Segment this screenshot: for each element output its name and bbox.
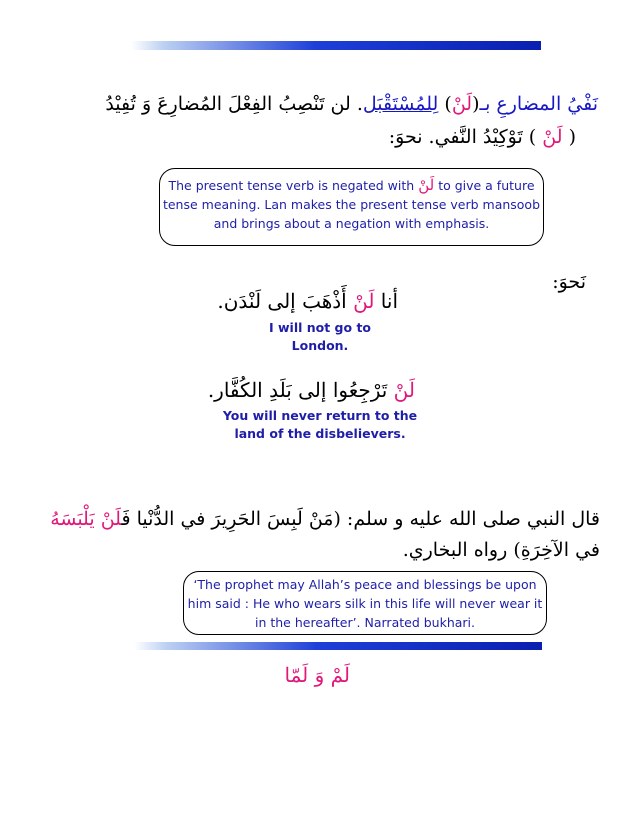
hadith-pre: قال النبي صلى الله عليه و سلم: (مَنْ لَبِسَ الحَرِيرَ في الدُّنْيا فَ bbox=[121, 508, 600, 530]
example-2-post: تَرْجِعُوا إلى بَلَدِ الكُفَّار. bbox=[207, 378, 394, 402]
intro2-text: تَوْكِيْدُ النَّفي. نحوَ: bbox=[388, 126, 529, 148]
hadith-translation: ‘The prophet may Allah’s peace and blessings be upon him said : He who wears silk in this life will never wear it in the hereafter’. Narrated bukhari. bbox=[187, 577, 543, 630]
top-decorative-bar bbox=[131, 41, 541, 50]
example-1-translation: I will not go to London. bbox=[268, 320, 372, 353]
intro-rule: . لن تَنْصِبُ الفِعْلَ المُضارِعَ وَ تُفِيْدُ bbox=[105, 93, 363, 115]
explanation-box bbox=[159, 168, 544, 246]
example-1-arabic bbox=[217, 291, 398, 311]
example-2-arabic bbox=[208, 380, 415, 400]
examples-heading: نَحوَ: bbox=[552, 271, 586, 293]
intro-line-2 bbox=[389, 128, 576, 147]
hadith-line-2: في الآخِرَةِ) رواه البخاري. bbox=[402, 539, 600, 561]
hadith-translation-box bbox=[183, 571, 547, 635]
intro-title: نَفْيُ المضارعِ بـ bbox=[479, 93, 598, 115]
next-section-heading: لَمْ وَ لَمّا bbox=[284, 663, 350, 687]
hadith-post: يَلْبَسَهُ bbox=[50, 508, 101, 530]
example-2-lan: لَنْ bbox=[393, 378, 415, 402]
intro-future: لِلمُسْتَقْبَل bbox=[362, 93, 439, 115]
explanation-text-end: to give a future tense meaning. Lan makes the present tense verb mansoob and brings about a negation with emphasis. bbox=[162, 178, 541, 231]
bottom-decorative-bar bbox=[134, 642, 542, 650]
explanation-lan: لَنْ bbox=[418, 176, 435, 194]
example-1-post: أَذْهَبَ إلى لَنْدَن. bbox=[217, 289, 354, 313]
example-1-lan: لَنْ bbox=[353, 289, 375, 313]
example-1-pre: أنا bbox=[374, 289, 398, 313]
intro2-paren-open: ( bbox=[568, 126, 576, 148]
hadith-line-1 bbox=[50, 510, 600, 529]
intro-line-1 bbox=[105, 95, 598, 114]
explanation-text-start: The present tense verb is negated with bbox=[168, 178, 415, 193]
intro2-lan: لَنْ bbox=[542, 126, 563, 148]
example-2-translation-line-2: land of the disbelievers. bbox=[234, 426, 406, 441]
intro-paren-open: ( bbox=[472, 93, 480, 115]
example-2-translation-line-1: You will never return to the bbox=[222, 408, 418, 423]
intro-paren-close: ) bbox=[444, 93, 452, 115]
example-2-translation bbox=[220, 407, 420, 443]
intro2-paren-close: ) bbox=[528, 126, 537, 148]
intro-lan: لَنْ bbox=[451, 93, 473, 115]
hadith-lan: لَنْ bbox=[100, 508, 122, 530]
